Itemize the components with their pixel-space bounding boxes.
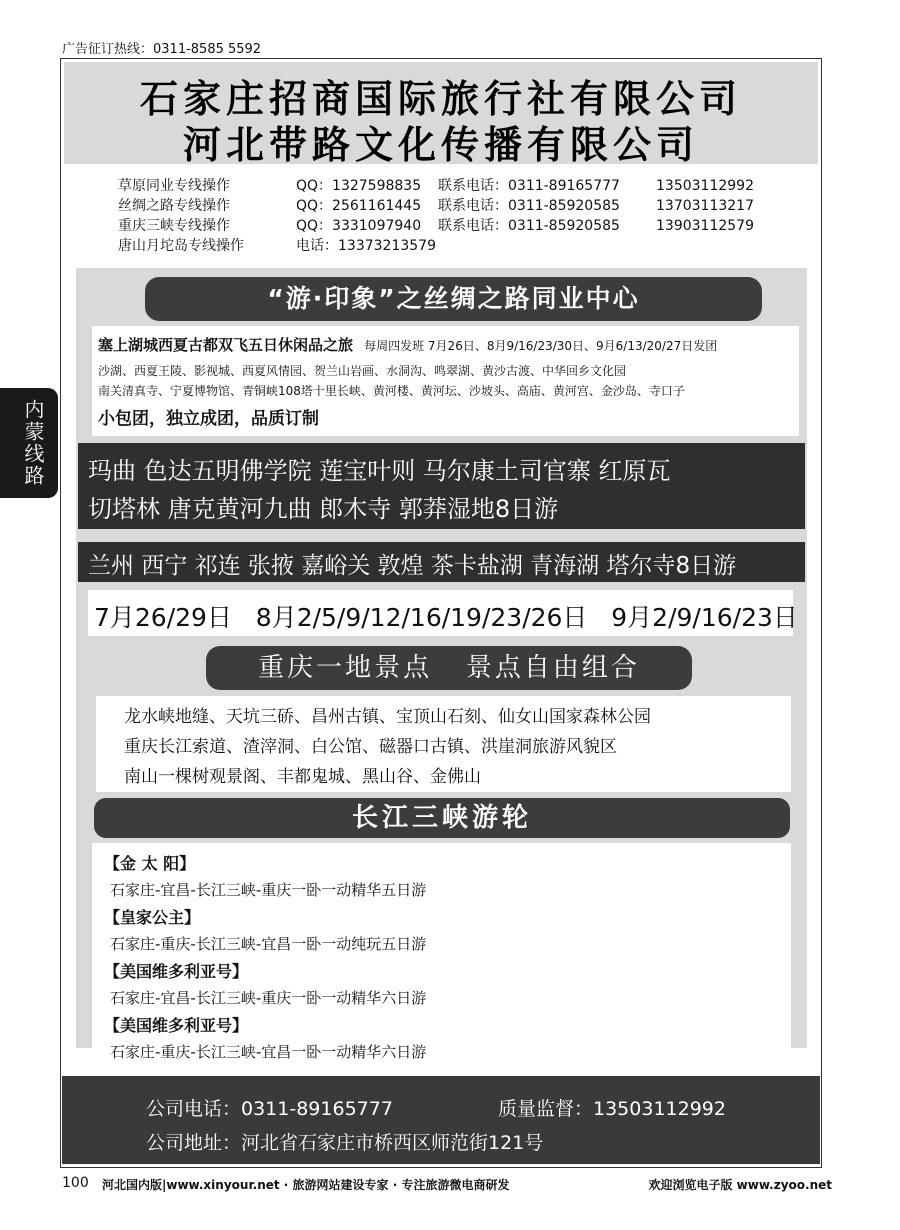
bottom-right-text: 欢迎浏览电子版 www.zyoo.net [648,1178,832,1192]
chongqing-sights-box [96,696,791,792]
contact-list [118,176,798,256]
contact-tel: 联系电话：0311-85920585 [438,198,620,214]
silk-road-heading: “游·印象”之丝绸之路同业中心 [145,277,762,321]
silk-tour-dates: 每周四发班 7月26日、8月9/16/23/30日、9月6/13/20/27日发团 [364,339,718,353]
lanzhou-route-band [78,542,805,582]
company-title-1: 石家庄招商国际旅行社有限公司 [139,77,742,121]
contact-qq: QQ：3331097940 [296,218,422,234]
bottom-left-text: 河北国内版|www.xinyour.net · 旅游网站建设专家 · 专注旅游微电商研发 [102,1178,510,1192]
lanzhou-dates-box [88,590,798,636]
cruise-route: 石家庄-宜昌-长江三峡-重庆一卧一动精华六日游 [110,989,427,1007]
contact-row [118,196,798,216]
silk-sights-line: 南关清真寺、宁夏博物馆、青铜峡108塔十里长峡、黄河楼、黄河坛、沙坡头、高庙、黄河宫、金沙岛、寺口子 [98,384,685,398]
company-title-2: 河北带路文化传播有限公司 [182,123,699,167]
contact-row [118,216,798,236]
lanzhou-route: 兰州 西宁 祁连 张掖 嘉峪关 敦煌 茶卡盐湖 青海湖 塔尔寺8日游 [88,553,737,579]
side-tab-inner-mongolia: 内蒙线路 [0,388,58,498]
contact-phone: 电话：13373213579 [296,238,436,254]
cruise-ship-name: 【皇家公主】 [104,908,201,927]
silk-tour-name: 塞上湖城西夏古都双飞五日休闲品之旅 [98,336,354,354]
chongqing-sights-line: 南山一棵树观景阁、丰都鬼城、黑山谷、金佛山 [124,767,481,787]
lanzhou-dates: 7月26/29日 8月2/5/9/12/16/19/23/26日 9月2/9/16/23日 [94,603,798,632]
maqu-route-line: 玛曲 色达五明佛学院 莲宝叶则 马尔康土司官寨 红原瓦 [88,457,671,485]
contact-tel: 联系电话：0311-89165777 [438,178,620,194]
company-phone: 公司电话：0311-89165777 [146,1098,393,1120]
contact-name: 重庆三峡专线操作 [118,218,230,234]
cruise-list-box [92,843,791,1065]
contact-row [118,176,798,196]
cruise-route: 石家庄-重庆-长江三峡-宜昌一卧一动精华六日游 [110,1043,427,1061]
contact-mobile: 13503112992 [656,178,754,194]
quality-supervision: 质量监督：13503112992 [498,1098,726,1120]
page-number: 100 [62,1175,89,1191]
maqu-route-band [78,443,805,529]
chongqing-heading: 重庆一地景点 景点自由组合 [206,646,692,690]
cruise-route: 石家庄-重庆-长江三峡-宜昌一卧一动纯玩五日游 [110,935,427,953]
contact-mobile: 13703113217 [656,198,754,214]
contact-row [118,236,798,256]
footer-band [62,1076,820,1164]
ad-hotline: 广告征订热线：0311-8585 5592 [62,42,262,57]
silk-tour-box [92,326,799,436]
cruise-ship-name: 【美国维多利亚号】 [104,1016,249,1035]
contact-name: 草原同业专线操作 [118,178,230,194]
title-band [64,62,818,167]
cruise-heading: 长江三峡游轮 [94,798,790,838]
cruise-ship-name: 【金 太 阳】 [104,854,196,873]
contact-tel: 联系电话：0311-85920585 [438,218,620,234]
chongqing-sights-line: 重庆长江索道、渣滓洞、白公馆、磁器口古镇、洪崖洞旅游风貌区 [124,737,617,757]
silk-sights-line: 沙湖、西夏王陵、影视城、西夏风情园、贺兰山岩画、水洞沟、鸣翠湖、黄沙古渡、中华回乡文化园 [98,364,627,378]
contact-name: 丝绸之路专线操作 [118,198,230,214]
contact-mobile: 13903112579 [656,218,754,234]
contact-name: 唐山月坨岛专线操作 [118,238,244,254]
cruise-route: 石家庄-宜昌-长江三峡-重庆一卧一动精华五日游 [110,881,427,899]
cruise-ship-name: 【美国维多利亚号】 [104,962,249,981]
contact-qq: QQ：1327598835 [296,178,422,194]
contact-qq: QQ：2561161445 [296,198,422,214]
maqu-route-line: 切塔林 唐克黄河九曲 郎木寺 郭莽湿地8日游 [88,495,559,523]
chongqing-sights-line: 龙水峡地缝、天坑三硚、昌州古镇、宝顶山石刻、仙女山国家森林公园 [124,707,651,727]
silk-slogan: 小包团，独立成团，品质订制 [98,409,319,429]
company-address: 公司地址：河北省石家庄市桥西区师范街121号 [146,1132,544,1154]
